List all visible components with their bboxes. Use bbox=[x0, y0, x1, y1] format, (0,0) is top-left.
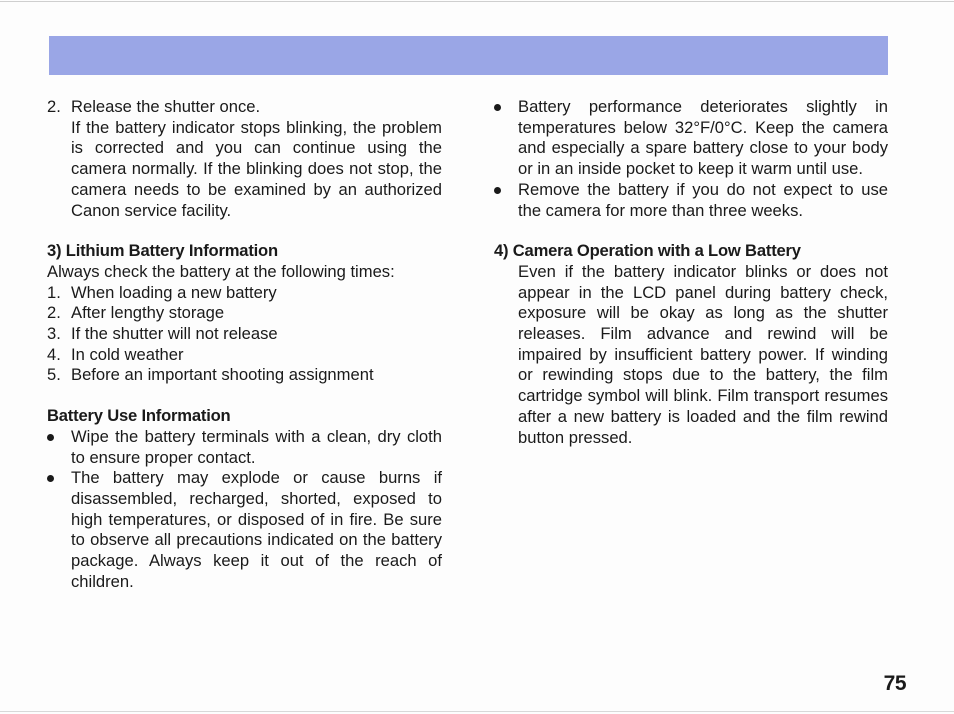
step-2-number: 2. bbox=[47, 97, 61, 116]
lithium-item-3-text: If the shutter will not release bbox=[71, 324, 278, 344]
lithium-heading: 3) Lithium Battery Information bbox=[47, 241, 278, 261]
battery-use-bullet-1-text: Wipe the battery terminals with a clean, dry cloth to ensure proper contact. bbox=[71, 426, 442, 467]
bullet-icon bbox=[47, 434, 54, 441]
bottom-rule bbox=[0, 711, 954, 712]
bullet-icon bbox=[494, 187, 501, 194]
lithium-item-2 bbox=[47, 303, 442, 324]
lithium-item-4-number: 4. bbox=[47, 344, 61, 364]
page-number: 75 bbox=[883, 672, 906, 695]
lithium-item-2-number: 2. bbox=[47, 303, 61, 323]
battery-use-bullet-2 bbox=[47, 468, 442, 592]
lithium-item-4-text: In cold weather bbox=[71, 344, 184, 364]
battery-use-heading: Battery Use Information bbox=[47, 406, 231, 426]
lithium-item-4 bbox=[47, 345, 442, 366]
battery-use-bullet-2-text: The battery may explode or cause burns if disassembled, recharged, shorted, exposed to high temperatures, or disposed of in fire. Be sure to observe all precautions indicated on the battery package. Always keep it out of the reach of children. bbox=[71, 468, 442, 591]
lithium-item-5-number: 5. bbox=[47, 365, 61, 385]
lithium-item-3 bbox=[47, 324, 442, 345]
right-bullet-2 bbox=[494, 180, 888, 221]
bullet-icon bbox=[494, 104, 501, 111]
lithium-intro: Always check the battery at the following times: bbox=[47, 261, 395, 281]
right-bullet-1-text: Battery performance deteriorates slightly in temperatures below 32°F/0°C. Keep the camera and especially a spare battery close to your body or in an inside pocket to keep it warm until use. bbox=[518, 97, 888, 179]
low-battery-heading: 4) Camera Operation with a Low Battery bbox=[494, 241, 801, 261]
lithium-item-1 bbox=[47, 283, 442, 304]
header-bar bbox=[49, 36, 888, 75]
lithium-item-5-text: Before an important shooting assignment bbox=[71, 365, 374, 385]
battery-use-bullet-1 bbox=[47, 427, 442, 468]
left-column bbox=[47, 97, 442, 592]
right-bullet-1 bbox=[494, 97, 888, 180]
bullet-icon bbox=[47, 475, 54, 482]
step-2-text: Release the shutter once. bbox=[71, 97, 261, 116]
lithium-item-2-text: After lengthy storage bbox=[71, 303, 225, 323]
lithium-item-3-number: 3. bbox=[47, 324, 61, 344]
top-rule bbox=[0, 1, 954, 2]
low-battery-paragraph bbox=[494, 262, 888, 448]
lithium-item-5 bbox=[47, 365, 442, 386]
lithium-item-1-text: When loading a new battery bbox=[71, 282, 277, 302]
step-2-detail: If the battery indicator stops blinking, the problem is corrected and you can continue using the camera normally. If the blinking does not stop, the camera needs to be examined by an authorized Canon service facility. bbox=[71, 117, 442, 220]
lithium-item-1-number: 1. bbox=[47, 282, 61, 302]
right-bullet-2-text: Remove the battery if you do not expect to use the camera for more than three weeks. bbox=[518, 179, 888, 220]
step-2 bbox=[47, 97, 442, 221]
low-battery-text: Even if the battery indicator blinks or does not appear in the LCD panel during battery check, exposure will be okay as long as the shutter releases. Film advance and rewind will be impaired by insufficient battery power. If winding or rewinding stops due to the battery, the film cartridge symbol will blink. Film transport resumes after a new battery is loaded and the film rewind button pressed. bbox=[518, 261, 888, 447]
right-column bbox=[494, 97, 888, 448]
